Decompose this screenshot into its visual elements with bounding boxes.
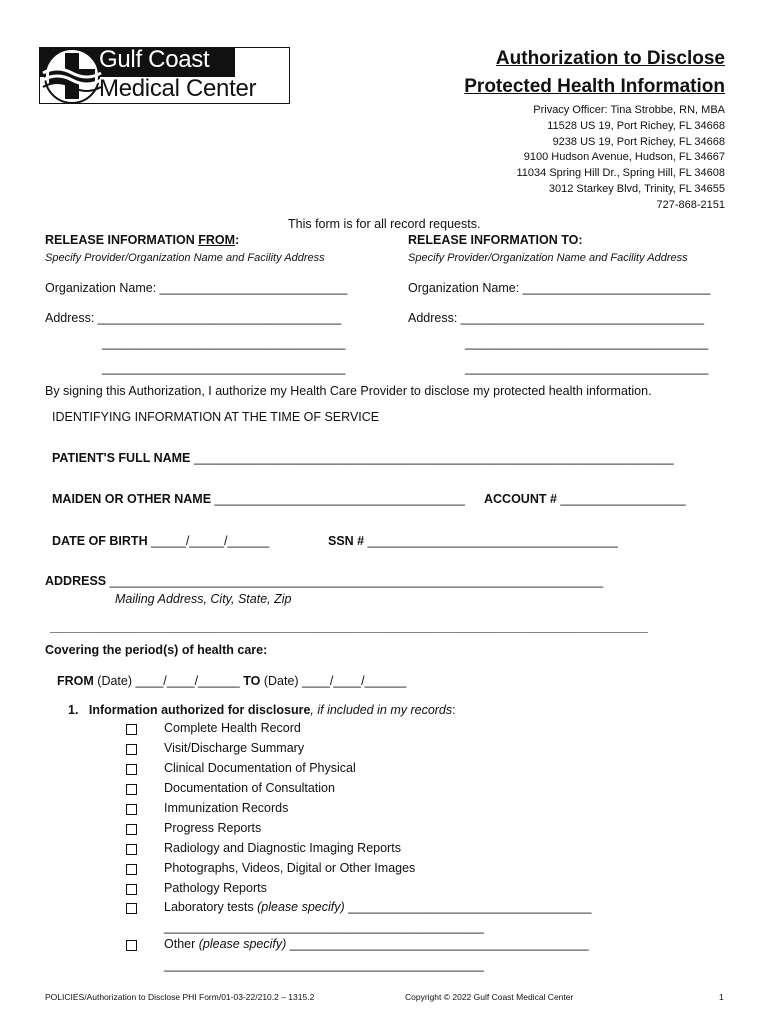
account-field[interactable]: ACCOUNT # __________________ bbox=[484, 492, 686, 506]
logo bbox=[39, 47, 291, 105]
address-line2[interactable]: ______________________________________________________________________________________ bbox=[50, 620, 648, 634]
logo-line1: Gulf Coast bbox=[99, 46, 210, 73]
period-heading: Covering the period(s) of health care: bbox=[45, 643, 268, 657]
release-to-address-field[interactable]: Address: ___________________________________ bbox=[408, 311, 705, 325]
checklist-item-label: Clinical Documentation of Physical bbox=[164, 761, 356, 775]
contact-line: 727-868-2151 bbox=[656, 198, 725, 211]
release-from-address-line2[interactable]: ___________________________________ bbox=[102, 336, 346, 350]
checkbox[interactable] bbox=[126, 844, 137, 855]
contact-line: 9100 Hudson Avenue, Hudson, FL 34667 bbox=[523, 151, 725, 164]
footer-copyright: Copyright © 2022 Gulf Coast Medical Center bbox=[405, 992, 574, 1002]
checklist-item-label: Progress Reports bbox=[164, 821, 262, 835]
release-from-org-field[interactable]: Organization Name: ___________________________ bbox=[45, 281, 348, 295]
checkbox[interactable] bbox=[126, 804, 137, 815]
checkbox-lab-tests[interactable] bbox=[126, 903, 137, 914]
checklist-item-label: Complete Health Record bbox=[164, 721, 301, 735]
checklist-item-label: Documentation of Consultation bbox=[164, 781, 335, 795]
title-line1: Authorization to Disclose bbox=[495, 48, 725, 69]
release-from-heading: RELEASE INFORMATION FROM: bbox=[45, 233, 240, 247]
release-to-heading: RELEASE INFORMATION TO: bbox=[408, 233, 583, 247]
checkbox[interactable] bbox=[126, 764, 137, 775]
checkbox[interactable] bbox=[126, 884, 137, 895]
checklist-item-label: Photographs, Videos, Digital or Other Images bbox=[164, 861, 416, 875]
section1-heading: 1. Information authorized for disclosure, if included in my records: bbox=[68, 703, 456, 717]
contact-line: 11034 Spring Hill Dr., Spring Hill, FL 34608 bbox=[516, 167, 725, 180]
other-line2[interactable]: ______________________________________________ bbox=[164, 958, 484, 972]
contact-block bbox=[517, 103, 726, 214]
release-from-sub: Specify Provider/Organization Name and Facility Address bbox=[45, 252, 325, 264]
address-field[interactable]: ADDRESS _______________________________________________________________________ bbox=[45, 574, 604, 588]
checklist-item-label: Radiology and Diagnostic Imaging Reports bbox=[164, 841, 401, 855]
checkbox[interactable] bbox=[126, 784, 137, 795]
checkbox-other[interactable] bbox=[126, 940, 137, 951]
authorize-text: By signing this Authorization, I authorize my Health Care Provider to disclose my protected health information. bbox=[45, 384, 652, 398]
release-to-address-line2[interactable]: ___________________________________ bbox=[465, 336, 709, 350]
checkbox[interactable] bbox=[126, 724, 137, 735]
checklist-item-label: Pathology Reports bbox=[164, 881, 267, 895]
footer-form-id: POLICIES/Authorization to Disclose PHI Form/01-03-22/210.2 – 1315.2 bbox=[45, 992, 315, 1002]
release-to-address-line3[interactable]: ___________________________________ bbox=[465, 361, 709, 375]
form-note: This form is for all record requests. bbox=[288, 217, 481, 231]
patient-name-field[interactable]: PATIENT'S FULL NAME _____________________________________________________________________ bbox=[52, 451, 674, 465]
release-from-address-line3[interactable]: ___________________________________ bbox=[102, 361, 346, 375]
ssn-field[interactable]: SSN # ____________________________________ bbox=[328, 534, 618, 548]
checklist-item-label: Immunization Records bbox=[164, 801, 289, 815]
maiden-name-field[interactable]: MAIDEN OR OTHER NAME ____________________________________ bbox=[52, 492, 465, 506]
contact-line: 9238 US 19, Port Richey, FL 34668 bbox=[552, 135, 725, 148]
footer-page-number: 1 bbox=[719, 992, 724, 1002]
release-to-org-field[interactable]: Organization Name: ___________________________ bbox=[408, 281, 711, 295]
contact-line: 3012 Starkey Blvd, Trinity, FL 34655 bbox=[548, 182, 725, 195]
checkbox[interactable] bbox=[126, 864, 137, 875]
checkbox[interactable] bbox=[126, 744, 137, 755]
release-to-sub: Specify Provider/Organization Name and Facility Address bbox=[408, 252, 688, 264]
logo-line2: Medical Center bbox=[99, 75, 257, 102]
dob-field[interactable]: DATE OF BIRTH _____/_____/______ bbox=[52, 534, 270, 548]
checklist-item-label: Visit/Discharge Summary bbox=[164, 741, 305, 755]
address-sub: Mailing Address, City, State, Zip bbox=[115, 592, 292, 606]
identifying-heading: IDENTIFYING INFORMATION AT THE TIME OF SERVICE bbox=[52, 410, 380, 424]
lab-tests-line2[interactable]: ______________________________________________ bbox=[164, 920, 484, 934]
contact-line: Privacy Officer: Tina Strobbe, RN, MBA bbox=[533, 104, 725, 116]
contact-line: 11528 US 19, Port Richey, FL 34668 bbox=[547, 119, 725, 132]
title-line2: Protected Health Information bbox=[464, 76, 725, 97]
checkbox[interactable] bbox=[126, 824, 137, 835]
release-from-address-field[interactable]: Address: ___________________________________ bbox=[45, 311, 342, 325]
lab-tests-field[interactable]: Laboratory tests (please specify) ___________________________________ bbox=[164, 900, 592, 914]
other-field[interactable]: Other (please specify) ___________________________________________ bbox=[164, 937, 589, 951]
period-dates[interactable]: FROM (Date) ____/____/______ TO (Date) ____/____/______ bbox=[57, 674, 407, 688]
